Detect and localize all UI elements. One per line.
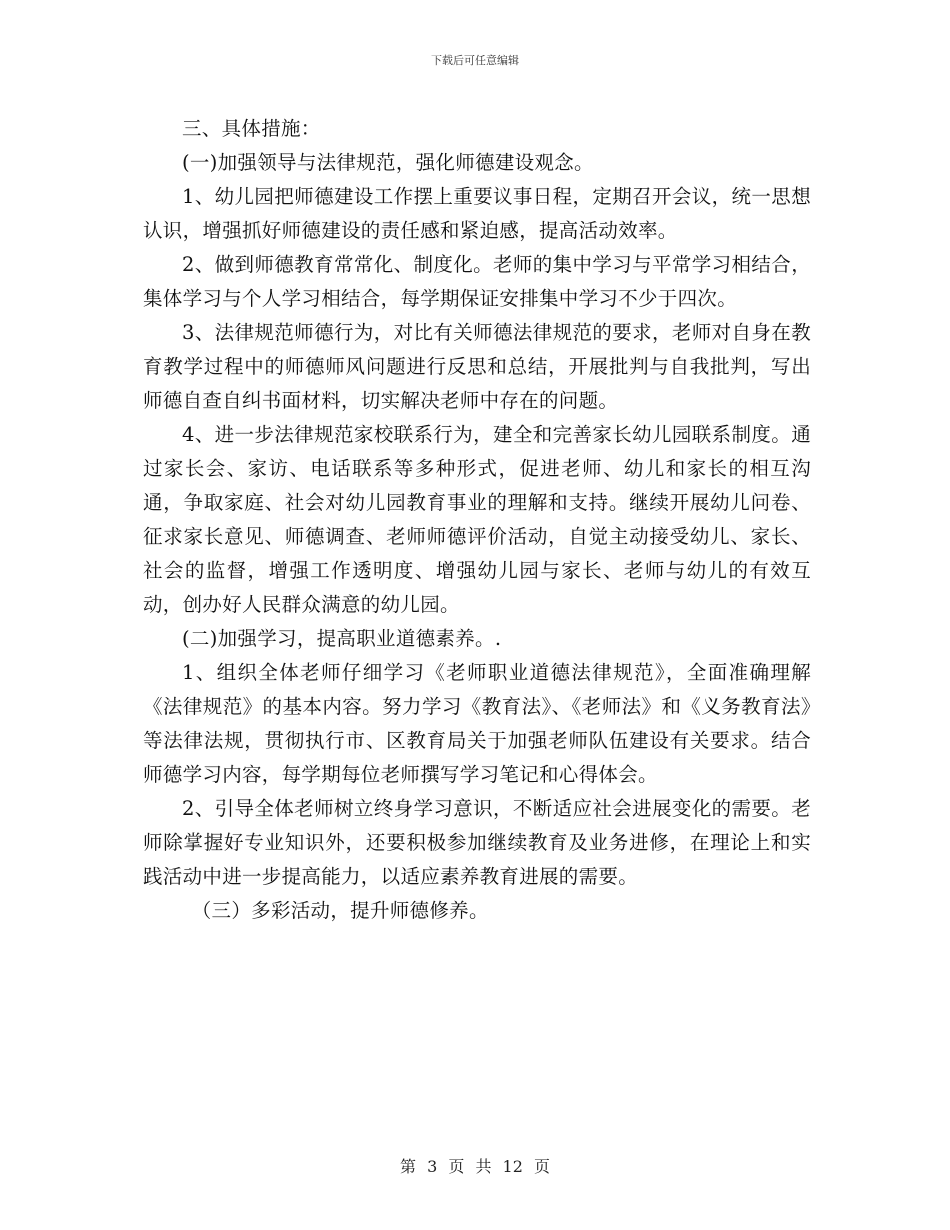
paragraph: 3、法律规范师德行为，对比有关师德法律规范的要求，老师对自身在教育教学过程中的师德师风问题进行反思和总结，开展批判与自我批判，写出师德自查自纠书面材料，切实解决老师中存在的问题。 — [143, 321, 811, 412]
subsection-heading: (二)加强学习，提高职业道德素养。. — [182, 627, 502, 650]
document-body — [143, 112, 811, 928]
paragraph: 1、组织全体老师仔细学习《老师职业道德法律规范》，全面准确理解《法律规范》的基本内容。努力学习《教育法》、《老师法》和《义务教育法》等法律法规，贯彻执行市、区教育局关于加强老师队伍建设有关要求。结合师德学习内容，每学期每位老师撰写学习笔记和心得体会。 — [143, 661, 811, 786]
paragraph: 4、进一步法律规范家校联系行为，建全和完善家长幼儿园联系制度。通过家长会、家访、电话联系等多种形式，促进老师、幼儿和家长的相互沟通，争取家庭、社会对幼儿园教育事业的理解和支持。继续开展幼儿问卷、征求家长意见、师德调查、老师师德评价活动，自觉主动接受幼儿、家长、社会的监督，增强工作透明度、增强幼儿园与家长、老师与幼儿的有效互动，创办好人民群众满意的幼儿园。 — [143, 423, 811, 616]
paragraph: 2、做到师德教育常常化、制度化。老师的集中学习与平常学习相结合，集体学习与个人学习相结合，每学期保证安排集中学习不少于四次。 — [143, 253, 811, 310]
paragraph: 1、幼儿园把师德建设工作摆上重要议事日程，定期召开会议，统一思想认识，增强抓好师德建设的责任感和紧迫感，提高活动效率。 — [143, 185, 811, 242]
subsection-heading: （三）多彩活动，提升师德修养。 — [191, 899, 489, 922]
paragraph: 2、引导全体老师树立终身学习意识，不断适应社会进展变化的需要。老师除掌握好专业知识外，还要积极参加继续教育及业务进修，在理论上和实践活动中进一步提高能力，以适应素养教育进展的需要。 — [143, 797, 811, 888]
page-footer: 第 3 页 共 12 页 — [400, 1157, 550, 1176]
section-heading: 三、具体措施： — [182, 117, 321, 140]
subsection-heading: (一)加强领导与法律规范，强化师德建设观念。 — [182, 151, 594, 174]
page-header: 下载后可任意编辑 — [431, 54, 519, 67]
